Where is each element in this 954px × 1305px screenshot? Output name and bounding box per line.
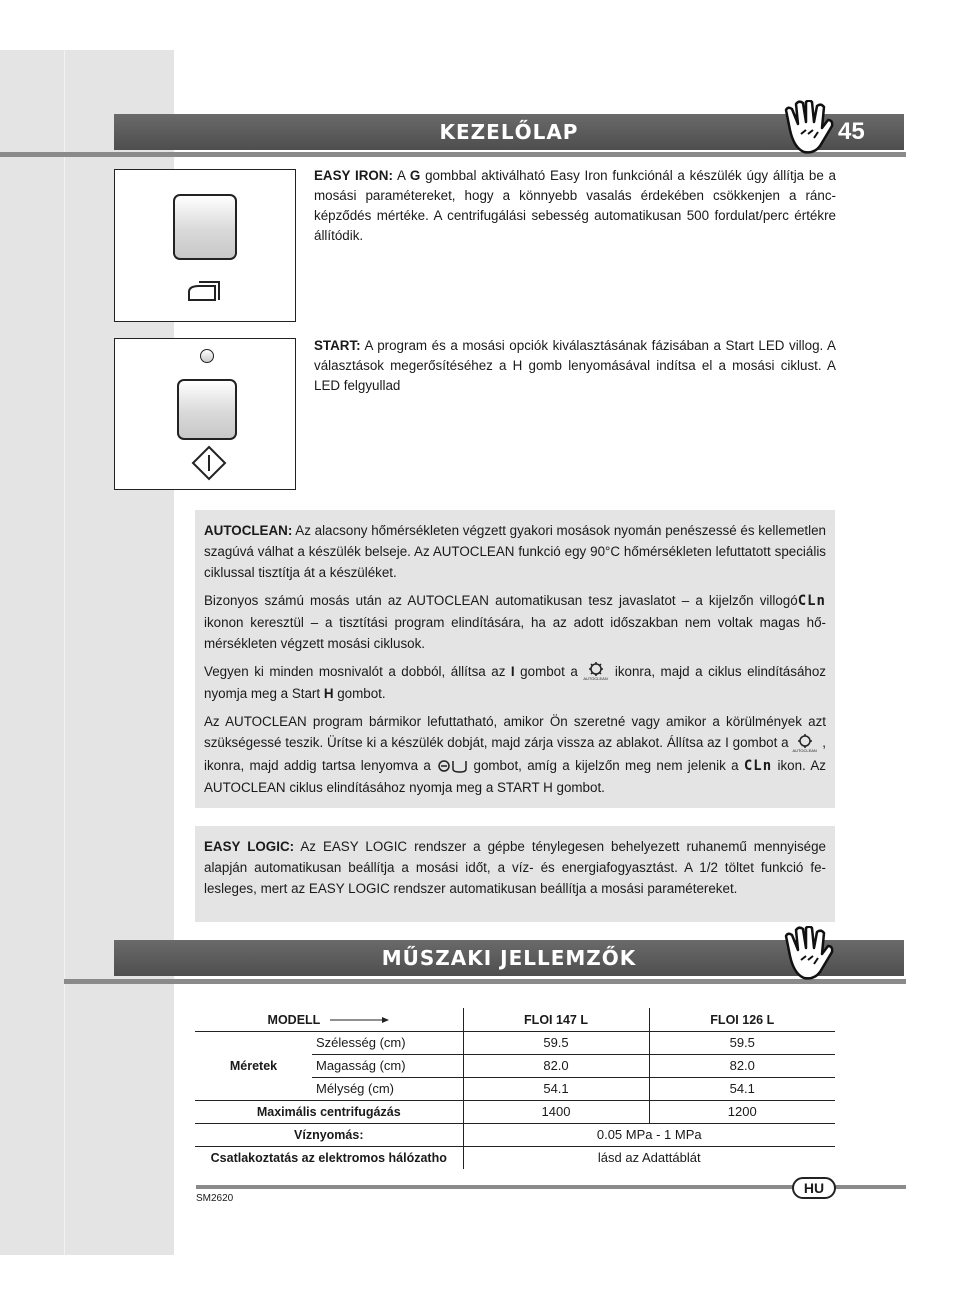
start-description [314, 336, 836, 396]
depth-value-2: 54.1 [649, 1077, 835, 1100]
spec-table [195, 1008, 835, 1169]
autoclean-p1 [204, 520, 826, 583]
dimensions-label-cell [195, 1031, 312, 1100]
spin-label-cell [195, 1100, 463, 1123]
easy-iron-text: gombbal aktiválható Easy Iron funkciónál a készülék úgy állítja be a mosási paramétereket, hogy a könnyebb vasalás érdekében csökkenjen a ráncképződés mértéke. A centrifugálási sebesség automatikusan 500 fordulat/perc értékre állítódik. [314, 168, 836, 243]
autoclean-p2 [204, 590, 826, 654]
easy-iron-text-a: A [392, 168, 410, 183]
power-label: Csatlakoztatás az elektromos hálózatho [210, 1151, 447, 1166]
model-1-name: FLOI 147 L [524, 1012, 588, 1027]
power-value: lásd az Adattáblát [597, 1150, 701, 1166]
height-value-2: 82.0 [649, 1054, 835, 1077]
autoclean-key-i: I [510, 663, 515, 679]
easy-iron-panel [114, 169, 296, 322]
model-2-cell [649, 1008, 835, 1031]
section-title-text: MŰSZAKI JELLEMZŐK [381, 946, 637, 970]
cln-display-icon: CLn [743, 757, 773, 774]
start-button[interactable] [177, 379, 237, 440]
easy-iron-key: G [409, 168, 421, 183]
width-value-1: 59.5 [463, 1031, 649, 1054]
autoclean-p4 [204, 711, 826, 797]
easy-iron-button[interactable] [173, 194, 237, 260]
autoclean-icon [792, 733, 818, 755]
easy-logic-text [204, 836, 826, 899]
autoclean-p4b: , ikonra, majd addig tartsa lenyomva a [204, 735, 826, 773]
hand-icon [784, 100, 834, 156]
footer-code: SM2620 [196, 1193, 234, 1204]
autoclean-p1-text: Az alacsony hőmérsékleten végzett gyakori mosások nyomán penészessé és kellemetlen szagúvá válhat a készülék belseje. Az AUTOCLEAN funkció egy 90°C hőmérsékleten lefuttatott speciális ciklussal tisztítja át a készüléket. [204, 523, 826, 580]
autoclean-p3c: ikonra, majd a ciklus elindításához nyomja meg a Start [204, 663, 826, 702]
easy-iron-label: EASY IRON: [314, 168, 393, 183]
autoclean-icon [583, 661, 609, 683]
autoclean-p3a: Vegyen ki minden mosnivalót a dobból, állítsa az [204, 663, 511, 679]
autoclean-p4c: gombot, amíg a kijelzőn meg nem jelenik a [468, 757, 744, 773]
rinse-spin-icon [436, 757, 468, 775]
width-value-2: 59.5 [649, 1031, 835, 1054]
hand-icon [784, 926, 834, 982]
section-rule [64, 979, 906, 984]
spin-value-1: 1400 [463, 1100, 649, 1123]
autoclean-p2b: ikonon keresztül – a tisztítási program elindítására, ha az adott időszakban nem voltak magas hőmérsékleten végzett mosási ciklusok. [204, 614, 826, 651]
autoclean-key-h: H [323, 686, 334, 702]
table-row [195, 1123, 835, 1146]
model-2-name: FLOI 126 L [710, 1012, 775, 1027]
dimensions-label: Méretek [229, 1059, 278, 1073]
section-title-text: KEZELŐLAP [439, 120, 579, 144]
table-row [195, 1100, 835, 1123]
spin-label: Maximális centrifugázás [256, 1105, 401, 1119]
table-header-row [195, 1008, 835, 1031]
start-led [200, 349, 214, 363]
easy-logic-box [195, 826, 835, 922]
start-pause-icon [191, 445, 227, 481]
start-label: START: [314, 338, 361, 353]
autoclean-p4a: Az AUTOCLEAN program bármikor lefuttatható, amikor Ön szeretné vagy amikor a körülmények azt szükségessé teszik. Ürítse ki a készülék dobját, majd zárja vissza az ablakot. Állítsa az I gombot a [204, 714, 826, 751]
start-panel [114, 338, 296, 490]
height-value-1: 82.0 [463, 1054, 649, 1077]
autoclean-p3 [204, 661, 826, 704]
section-rule [0, 152, 906, 157]
spin-value-2: 1200 [649, 1100, 835, 1123]
iron-icon [185, 278, 225, 304]
height-label: Magasság (cm) [312, 1054, 463, 1077]
depth-value-1: 54.1 [463, 1077, 649, 1100]
autoclean-p4d: ikon. Az AUTOCLEAN ciklus elindításához nyomja meg a START H gombot. [204, 757, 826, 795]
cln-display-icon: CLn [797, 592, 826, 609]
autoclean-box [195, 510, 835, 808]
page-number: 45 [838, 118, 865, 145]
power-label-cell [195, 1146, 463, 1169]
autoclean-label: AUTOCLEAN: [204, 523, 293, 538]
easy-iron-description [314, 166, 836, 246]
water-label-cell [195, 1123, 463, 1146]
start-text: A program és a mosási opciók kiválasztásának fázisában a Start LED villog. A választások megerősítéséhez a H gomb lenyomásával indítsa el a mosási ciklust. A LED felgyullad [314, 338, 836, 393]
easy-logic-body: Az EASY LOGIC rendszer a gépbe ténylegesen behelyezett ruhanemű mennyisége alapján automatikusan beállítja a mosási időt, a víz- és energiafogyasztást. A 1/2 töltet funkció felesleges, mert az EASY LOGIC rendszer automatikusan beállítja a mosási paramétereket. [204, 839, 826, 896]
water-value: 0.05 MPa - 1 MPa [463, 1123, 835, 1146]
language-badge: HU [792, 1177, 836, 1199]
table-row [195, 1146, 835, 1169]
model-1-cell [463, 1008, 649, 1031]
autoclean-p2a: Bizonyos számú mosás után az AUTOCLEAN automatikusan tesz javaslatot – a kijelzőn villogó [204, 593, 798, 608]
water-label: Víznyomás: [294, 1128, 364, 1142]
arrow-right-icon [330, 1016, 390, 1024]
autoclean-p3d: gombot. [333, 686, 386, 702]
autoclean-icon-caption: AUTOCLEAN [792, 747, 817, 753]
width-label: Szélesség (cm) [312, 1031, 463, 1054]
easy-logic-label: EASY LOGIC: [204, 839, 295, 854]
table-row [195, 1031, 835, 1054]
depth-label: Mélység (cm) [312, 1077, 463, 1100]
autoclean-icon-caption: AUTOCLEAN [583, 676, 608, 682]
model-header-cell [195, 1008, 463, 1031]
model-label: MODELL [267, 1012, 321, 1027]
autoclean-p3b: gombot a [514, 663, 584, 679]
